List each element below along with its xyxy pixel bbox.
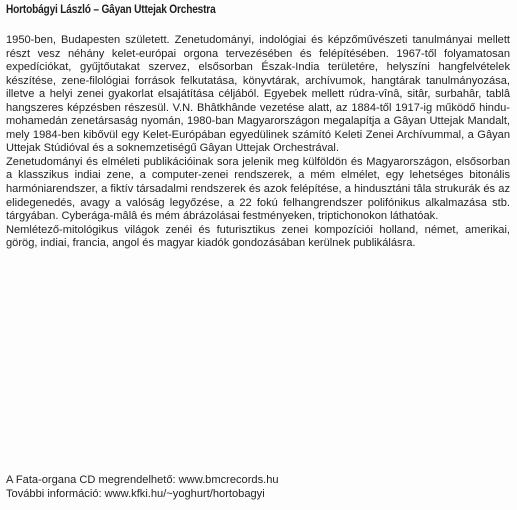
biography-paragraph-1: 1950-ben, Budapesten született. Zenetudományi, indológiai és képzőművészeti tanulmányai mellett részt vesz néhány kelet-európai orgona tervezésében és felépítésében. 1967-től folyamatosan expedíciókat, gyűjtőutakat szervez, elsősorban Észak-India területére, helyszíni hangfelvételek készítése, zene-filológiai források felkutatása, könyvtárak, archívumok, hangtárak tanulmányozása, illetve a helyi zenei gyakorlat elsajátítása céljából. Egyebek mellett rúdra-vînâ, sitâr, surbahâr, tablâ hangszeres képzésben részesül. V.N. Bhâtkhânde vezetése alatt, az 1884-től 1917-ig működő hindu-mohamedán zenetársaság nyomán, 1980-ban Magyarországon megalapítja a Gâyan Uttejak Mandalt, mely 1984-ben kibővül egy Kelet-Európában egyedülinek számító Keleti Zenei Archívummal, a Gâyan Uttejak Stúdióval és a soknemzetiségű Gâyan Uttejak Orchestrával. [6,34,510,155]
biography-text [6,34,510,251]
more-info-line: További információ: www.kfki.hu/~yoghurt/hortobagyi [6,487,265,500]
biography-paragraph-3: Nemlétező-mitológikus világok zenéi és futurisztikus zenei kompozíciói holland, német, amerikai, görög, indiai, francia, angol és magyar kiadók gondozásában kerülnek publikálásra. [6,223,510,250]
footer [6,474,279,501]
order-info-line: A Fata-organa CD megrendelhető: www.bmcrecords.hu [6,474,279,486]
biography-paragraph-2: Zenetudományi és elméleti publikációinak sora jelenik meg külföldön és Magyarországon, elsősorban a klasszikus indiai zene, a computer-zenei rendszerek, a mém elmélet, egy lehetséges bitonális harmóniarendszer, a fiktív társadalmi rendszerek és azok felépítése, a hindusztáni tâla strukurák és az elidegenedés, avagy a valóság legyőzése, a 22 fokú felhangrendszer polifónikus alkalmazása stb. tárgyában. Cyberága-mâlâ és mém ábrázolásai festményeken, triptichonokon láthatóak. [6,155,510,223]
page-title: Hortobágyi László – Gâyan Uttejak Orchestra [6,4,216,16]
